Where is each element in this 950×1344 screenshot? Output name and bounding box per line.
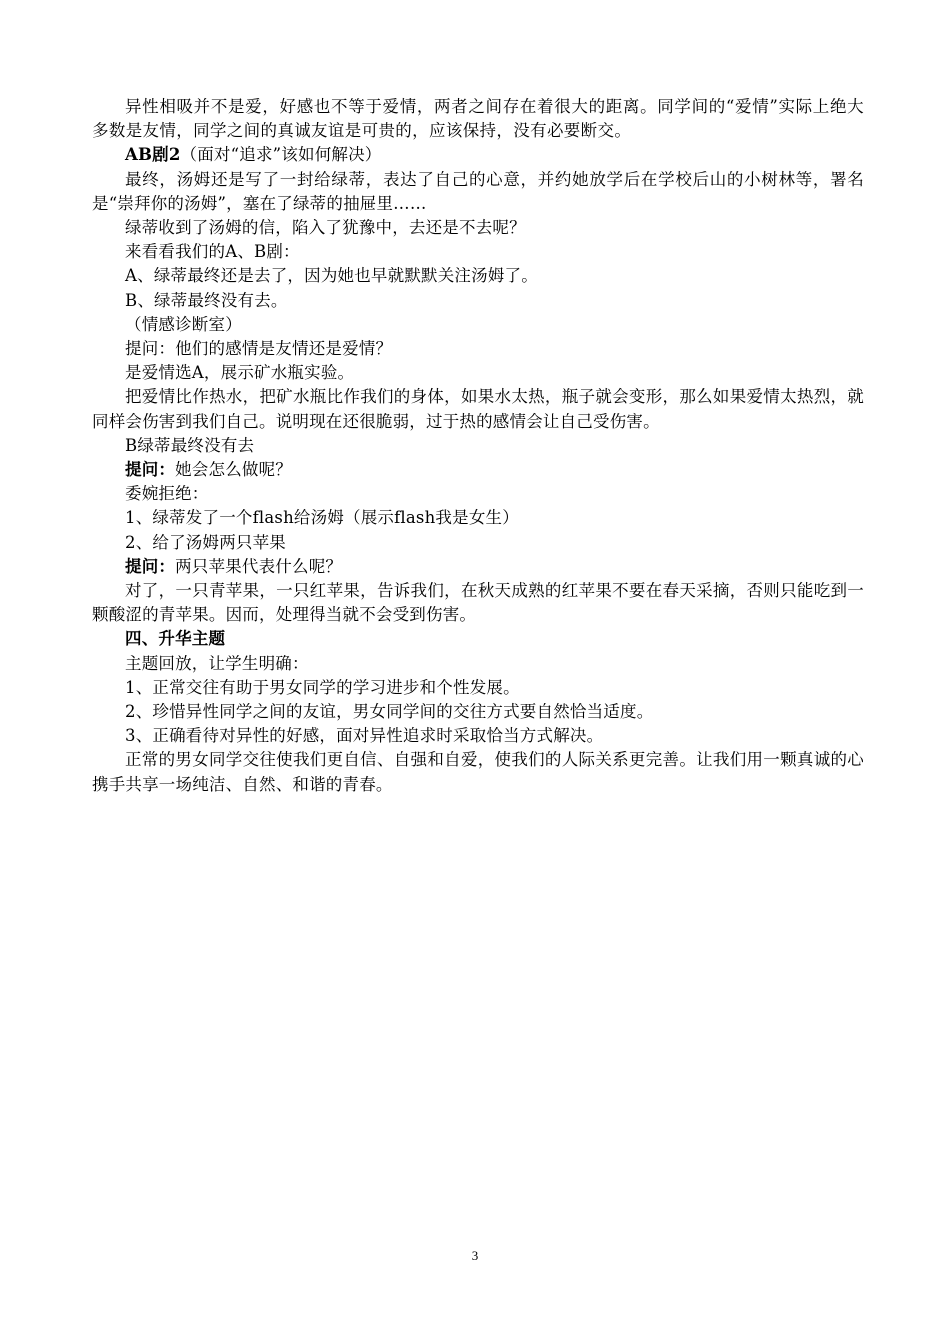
paragraph-hot-water <box>92 385 864 433</box>
paragraph-text: 3、正确看待对异性的好感，面对异性追求时采取恰当方式解决。 <box>125 726 604 746</box>
paragraph-point-3 <box>92 724 864 748</box>
paragraph-text: A、绿蒂最终还是去了，因为她也早就默默关注汤姆了。 <box>125 266 538 286</box>
paragraph-text: （面对“追求”该如何解决） <box>180 145 382 165</box>
paragraph-text: 来看看我们的A、B剧： <box>125 242 300 262</box>
paragraph-text: B绿蒂最终没有去 <box>125 435 255 455</box>
paragraph-question-3 <box>92 555 864 579</box>
paragraph-question-1 <box>92 337 864 361</box>
paragraph-apples-meaning <box>92 579 864 627</box>
paragraph-point-2 <box>92 700 864 724</box>
paragraph-text: 2、给了汤姆两只苹果 <box>125 532 286 552</box>
paragraph-conclusion <box>92 748 864 796</box>
paragraph-text: 绿蒂收到了汤姆的信，陷入了犹豫中，去还是不去呢？ <box>125 218 526 238</box>
paragraph-polite-refusal <box>92 482 864 506</box>
paragraph-text: （情感诊断室） <box>125 314 242 334</box>
paragraph-text: 她会怎么做呢？ <box>175 460 293 480</box>
paragraph-lotte-hesitation <box>92 216 864 240</box>
paragraph-theme-review <box>92 652 864 676</box>
paragraph-emotion-clinic <box>92 313 864 337</box>
paragraph-text: 1、正常交往有助于男女同学的学习进步和个性发展。 <box>125 677 520 697</box>
paragraph-text: 是爱情选A，展示矿水瓶实验。 <box>125 363 355 383</box>
paragraph-text: 主题回放，让学生明确： <box>125 653 309 673</box>
paragraph-text: 最终，汤姆还是写了一封给绿蒂，表达了自己的心意，并约她放学后在学校后山的小树林等，署名是“崇拜你的汤姆”，塞在了绿蒂的抽屉里…… <box>92 169 864 213</box>
paragraph-text: 把爱情比作热水，把矿水瓶比作我们的身体，如果水太热，瓶子就会变形，那么如果爱情太热烈，就同样会伤害到我们自己。说明现在还很脆弱，过于热的感情会让自己受伤害。 <box>92 387 864 431</box>
paragraph-two-apples <box>92 531 864 555</box>
question-label: 提问： <box>125 460 176 480</box>
paragraph-text: B、绿蒂最终没有去。 <box>125 290 288 310</box>
paragraph-friendship <box>92 95 864 143</box>
ab-drama-label: AB剧2 <box>125 145 181 165</box>
paragraph-text: 两只苹果代表什么呢？ <box>175 556 343 576</box>
paragraph-flash <box>92 506 864 530</box>
paragraph-text: 异性相吸并不是爱，好感也不等于爱情，两者之间存在着很大的距离。同学间的“爱情”实际上绝大多数是友情，同学之间的真诚友谊是可贵的，应该保持，没有必要断交。 <box>92 97 864 141</box>
paragraph-text: 1、绿蒂发了一个flash给汤姆（展示flash我是女生） <box>125 508 519 528</box>
section-heading-text: 四、升华主题 <box>125 629 226 649</box>
paragraph-text: 委婉拒绝： <box>125 484 209 504</box>
paragraph-question-2 <box>92 458 864 482</box>
section-heading-sublimation <box>92 627 864 651</box>
paragraph-option-a <box>92 264 864 288</box>
paragraph-ab-drama-2 <box>92 143 864 167</box>
paragraph-point-1 <box>92 676 864 700</box>
paragraph-tom-letter <box>92 168 864 216</box>
paragraph-b-not-go <box>92 434 864 458</box>
page-number: 3 <box>471 1248 479 1263</box>
paragraph-choose-a <box>92 361 864 385</box>
paragraph-text: 正常的男女同学交往使我们更自信、自强和自爱，使我们的人际关系更完善。让我们用一颗真诚的心携手共享一场纯洁、自然、和谐的青春。 <box>92 750 864 794</box>
paragraph-text: 提问：他们的感情是友情还是爱情？ <box>125 339 393 359</box>
paragraph-ab-intro <box>92 240 864 264</box>
paragraph-option-b <box>92 289 864 313</box>
paragraph-text: 2、珍惜异性同学之间的友谊，男女同学间的交往方式要自然恰当适度。 <box>125 702 654 722</box>
paragraph-text: 对了，一只青苹果，一只红苹果，告诉我们，在秋天成熟的红苹果不要在春天采摘，否则只能吃到一颗酸涩的青苹果。因而，处理得当就不会受到伤害。 <box>92 581 864 625</box>
question-label: 提问： <box>125 556 176 576</box>
document-body <box>92 95 864 797</box>
